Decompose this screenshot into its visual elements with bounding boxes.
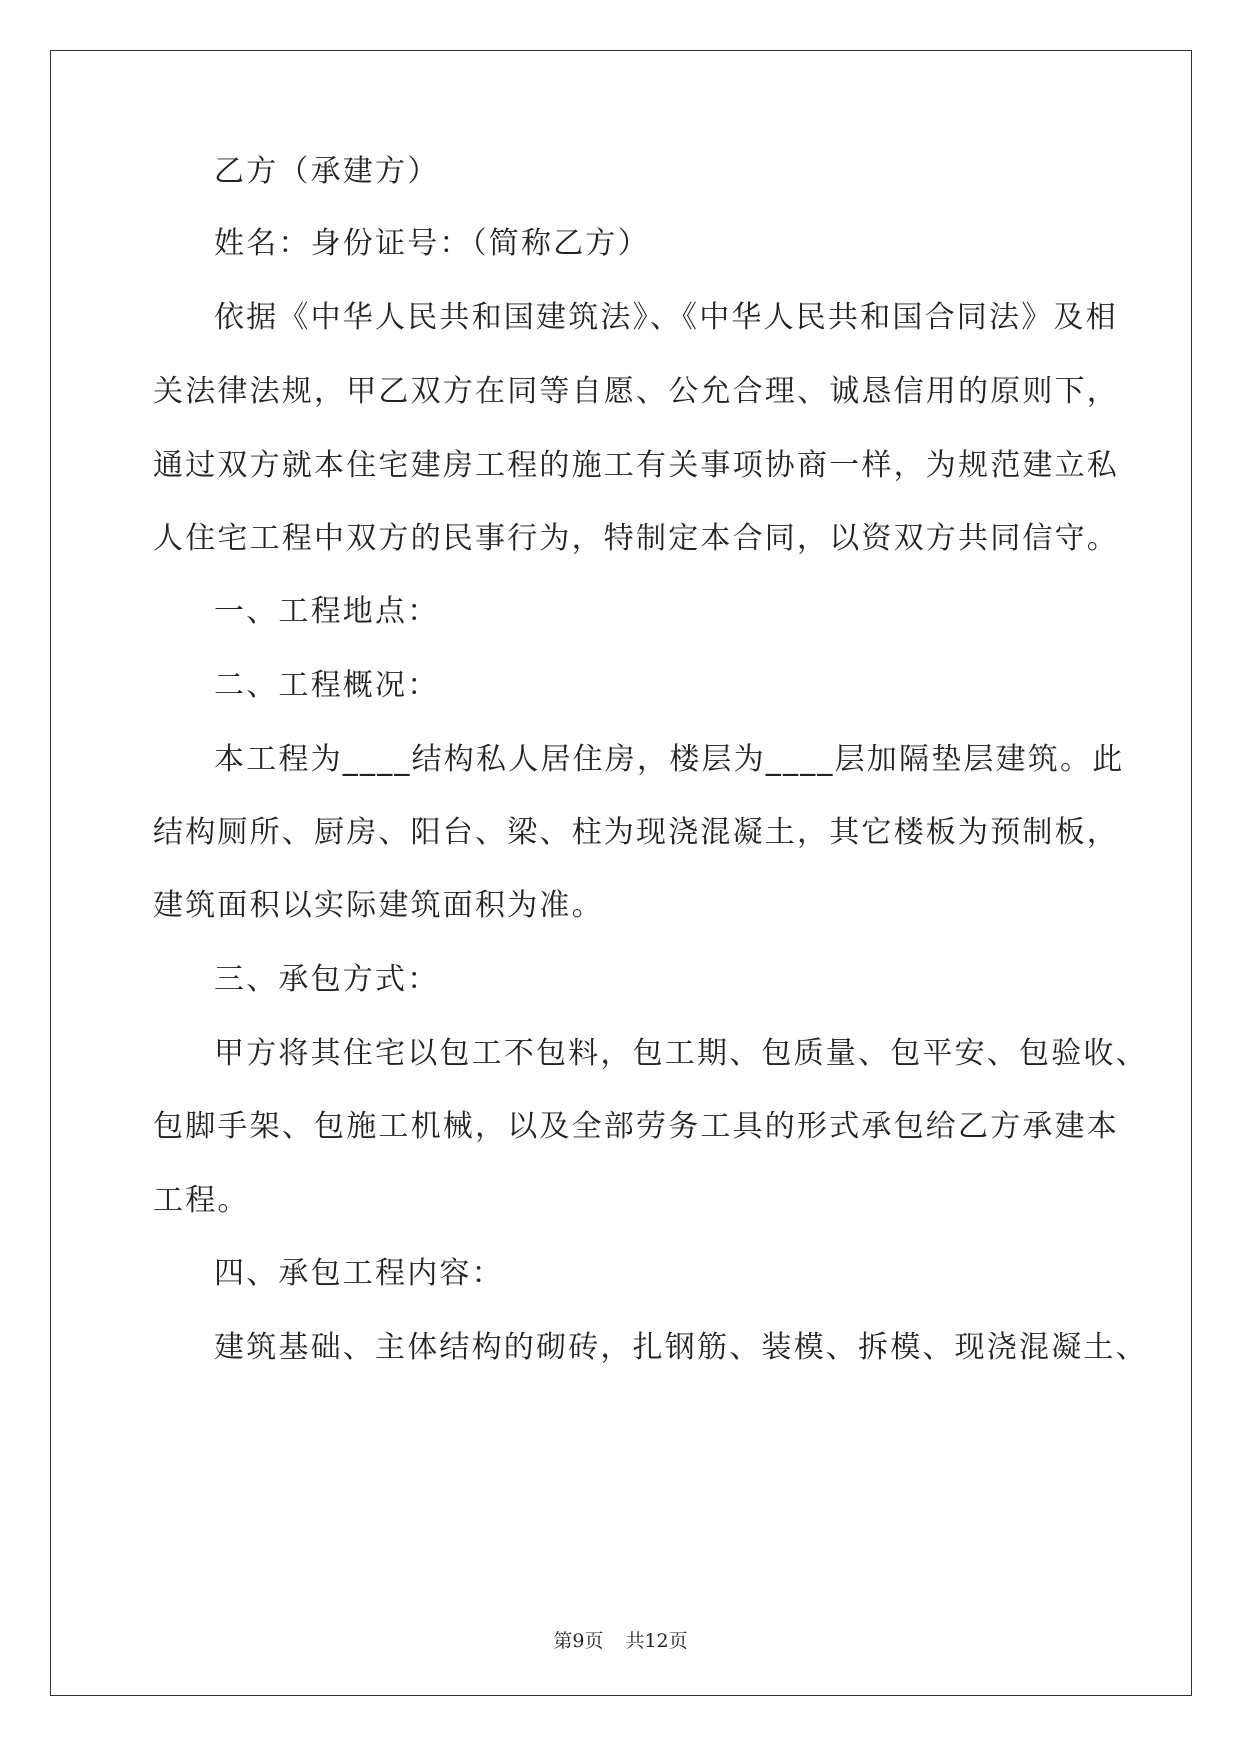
paragraph-line: 包脚手架、包施工机械，以及全部劳务工具的形式承包给乙方承建本 <box>153 1109 1119 1144</box>
paragraph-line: 建筑基础、主体结构的砌砖，扎钢筋、装模、拆模、现浇混凝土、 <box>214 1330 1148 1365</box>
paragraph-line: 甲方将其住宅以包工不包料，包工期、包质量、包平安、包验收、 <box>214 1036 1148 1071</box>
paragraph-line: 本工程为____结构私人居住房，楼层为____层加隔垫层建筑。此 <box>214 742 1125 777</box>
page-border <box>50 50 1192 1696</box>
section-heading-overview: 二、工程概况： <box>214 668 440 703</box>
paragraph-line: 人住宅工程中双方的民事行为，特制定本合同，以资双方共同信守。 <box>153 521 1119 556</box>
section-heading-contract-content: 四、承包工程内容： <box>214 1256 504 1291</box>
party-b-heading: 乙方（承建方） <box>214 154 440 189</box>
paragraph-line: 建筑面积以实际建筑面积为准。 <box>153 888 604 923</box>
party-b-name-id: 姓名：身份证号：（简称乙方） <box>214 226 650 261</box>
page-footer <box>0 1626 1241 1653</box>
page-total: 共12页 <box>625 1630 688 1652</box>
paragraph-line: 工程。 <box>153 1183 250 1218</box>
section-heading-contract-method: 三、承包方式： <box>214 962 440 997</box>
section-heading-location: 一、工程地点： <box>214 594 440 629</box>
paragraph-line: 结构厕所、厨房、阳台、梁、柱为现浇混凝土，其它楼板为预制板， <box>153 815 1119 850</box>
paragraph-line: 关法律法规，甲乙双方在同等自愿、公允合理、诚恳信用的原则下， <box>153 374 1119 409</box>
page-number: 第9页 <box>553 1630 604 1652</box>
paragraph-line: 依据《中华人民共和国建筑法》、《中华人民共和国合同法》及相 <box>214 300 1118 335</box>
paragraph-line: 通过双方就本住宅建房工程的施工有关事项协商一样，为规范建立私 <box>153 448 1119 483</box>
